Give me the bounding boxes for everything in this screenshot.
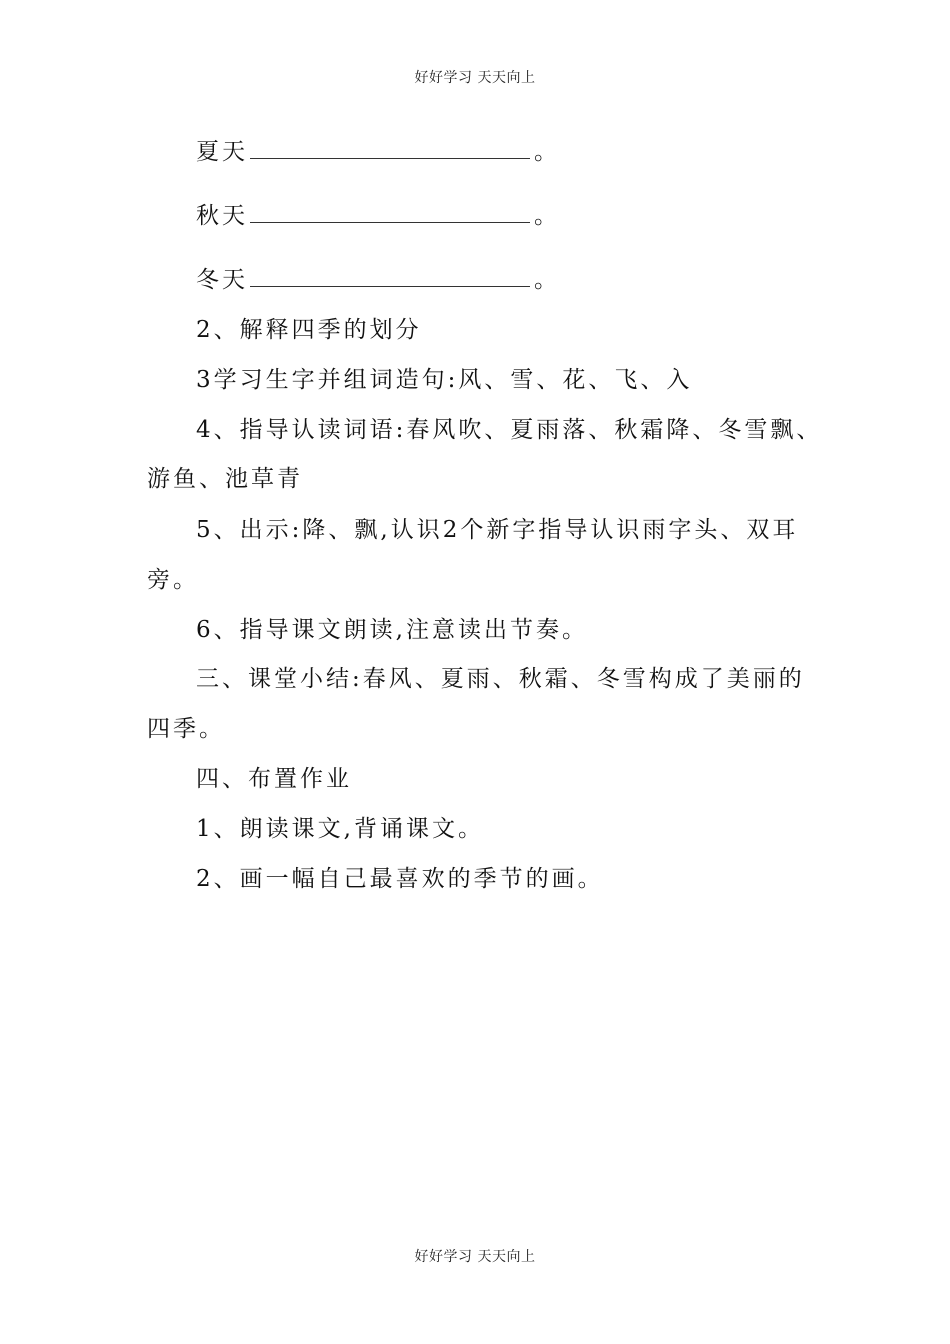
paragraph-item-5-line-2: 旁。 bbox=[147, 567, 199, 593]
fill-in-label: 冬天 bbox=[196, 267, 248, 293]
paragraph-item-2: 2、解释四季的划分 bbox=[196, 317, 422, 343]
fill-in-blank[interactable] bbox=[250, 138, 530, 159]
fill-in-end: 。 bbox=[534, 139, 560, 165]
fill-in-blank[interactable] bbox=[250, 202, 530, 223]
fill-in-summer bbox=[196, 137, 560, 167]
paragraph-item-4-line-2: 游鱼、池草青 bbox=[147, 466, 303, 492]
summary-line-1: 三、课堂小结:春风、夏雨、秋霜、冬雪构成了美丽的 bbox=[196, 666, 805, 692]
fill-in-blank[interactable] bbox=[250, 266, 530, 287]
paragraph-item-3: 3学习生字并组词造句:风、雪、花、飞、入 bbox=[196, 367, 693, 393]
page-footer: 好好学习 天天向上 bbox=[414, 1249, 536, 1265]
summary-line-2: 四季。 bbox=[147, 716, 225, 742]
fill-in-label: 秋天 bbox=[196, 203, 248, 229]
homework-item-2: 2、画一幅自己最喜欢的季节的画。 bbox=[196, 866, 604, 892]
fill-in-end: 。 bbox=[534, 203, 560, 229]
paragraph-item-6: 6、指导课文朗读,注意读出节奏。 bbox=[196, 617, 588, 643]
fill-in-label: 夏天 bbox=[196, 139, 248, 165]
fill-in-winter bbox=[196, 265, 560, 295]
homework-title: 四、布置作业 bbox=[196, 766, 352, 792]
homework-item-1: 1、朗读课文,背诵课文。 bbox=[196, 816, 484, 842]
paragraph-item-5-line-1: 5、出示:降、飘,认识2个新字指导认识雨字头、双耳 bbox=[196, 517, 799, 543]
fill-in-autumn bbox=[196, 201, 560, 231]
page-header: 好好学习 天天向上 bbox=[414, 70, 536, 86]
fill-in-end: 。 bbox=[534, 267, 560, 293]
paragraph-item-4-line-1: 4、指导认读词语:春风吹、夏雨落、秋霜降、冬雪飘、 bbox=[196, 417, 823, 443]
